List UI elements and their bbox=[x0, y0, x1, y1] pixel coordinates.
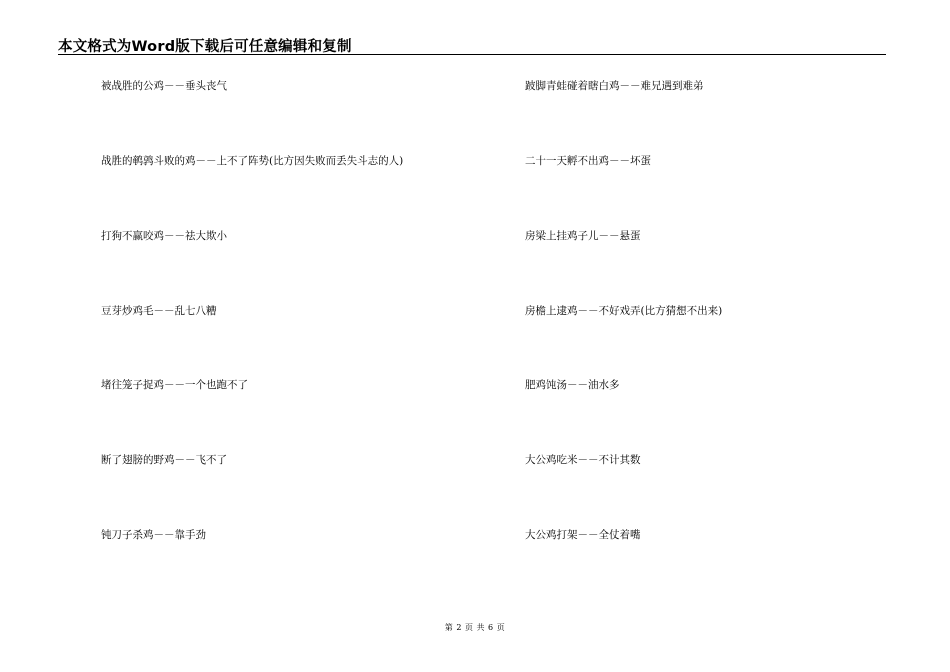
entry-right-2: 二十一天孵不出鸡－－坏蛋 bbox=[525, 155, 651, 167]
entry-right-5: 肥鸡饨汤－－油水多 bbox=[525, 379, 620, 391]
entry-left-7: 钝刀子杀鸡－－靠手劲 bbox=[101, 529, 206, 541]
entry-right-3: 房梁上挂鸡子儿－－悬蛋 bbox=[525, 230, 641, 242]
page-number-footer: 第 2 页 共 6 页 bbox=[444, 623, 506, 632]
entry-right-4: 房檐上逮鸡－－不好戏弄(比方猜想不出来) bbox=[525, 305, 723, 317]
entry-left-5: 堵往笼子捉鸡－－一个也跑不了 bbox=[101, 379, 248, 391]
entry-left-3: 打狗不赢咬鸡－－祛大欺小 bbox=[101, 230, 227, 242]
entry-right-7: 大公鸡打架－－全仗着嘴 bbox=[525, 529, 641, 541]
entry-left-1: 被战胜的公鸡－－垂头丧气 bbox=[101, 80, 227, 92]
entry-left-4: 豆芽炒鸡毛－－乱七八糟 bbox=[101, 305, 217, 317]
entry-right-6: 大公鸡吃米－－不计其数 bbox=[525, 454, 641, 466]
document-header-title: 本文格式为Word版下载后可任意编辑和复制 bbox=[58, 39, 352, 55]
entry-left-2: 战胜的鹌鹑斗败的鸡－－上不了阵势(比方因失败而丢失斗志的人) bbox=[101, 155, 404, 167]
entry-right-1: 跛脚青蛙碰着瞎白鸡－－难兄遇到难弟 bbox=[525, 80, 704, 92]
entry-left-6: 断了翅膀的野鸡－－飞不了 bbox=[101, 454, 227, 466]
